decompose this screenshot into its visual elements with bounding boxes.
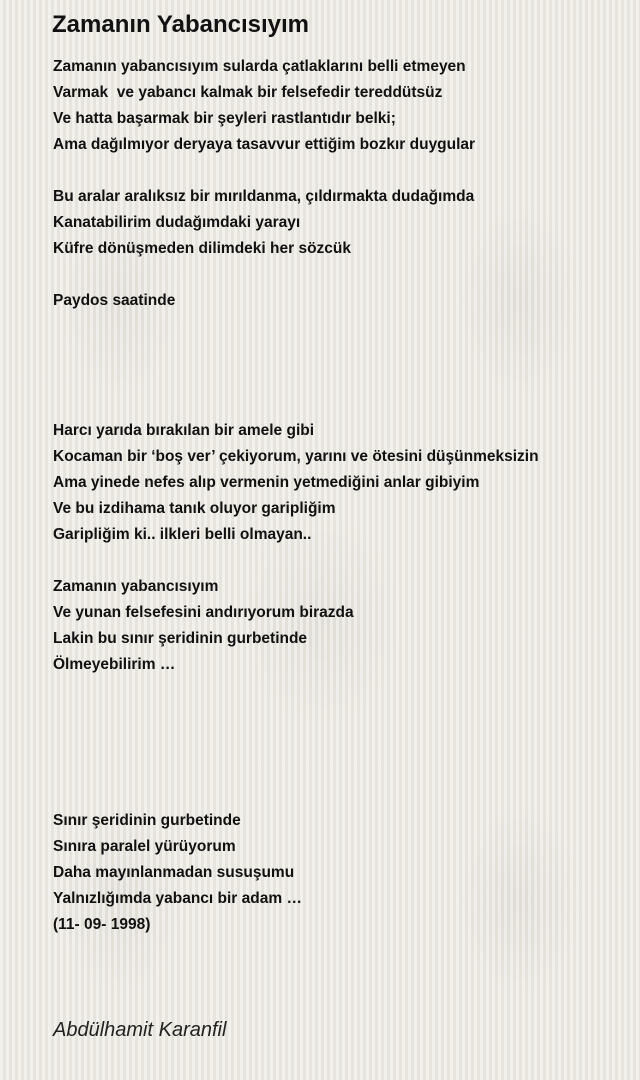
poem-line: Harcı yarıda bırakılan bir amele gibi [53, 422, 315, 439]
poem-line: Zamanın yabancısıyım sularda çatlaklarını belli etmeyen [53, 58, 466, 75]
poem-title: Zamanın Yabancısıyım [52, 11, 310, 38]
poem-line: Varmak ve yabancı kalmak bir felsefedir tereddütsüz [53, 84, 443, 101]
poem-line: Garipliğim ki.. ilkleri belli olmayan.. [53, 526, 312, 543]
stanza-break [53, 262, 633, 288]
poem-line: Bu aralar aralıksız bir mırıldanma, çıldırmakta dudağımda [53, 188, 475, 205]
poem-line: Daha mayınlanmadan susuşumu [53, 864, 295, 881]
poem-line: Ve yunan felsefesini andırıyorum birazda [53, 604, 354, 621]
stanza-break [53, 314, 633, 340]
stanza-break [53, 782, 633, 808]
poem-line: Ama dağılmıyor deryaya tasavvur ettiğim bozkır duygular [53, 136, 476, 153]
stanza-break [53, 548, 633, 574]
poem-line: Yalnızlığımda yabancı bir adam … [53, 890, 302, 907]
stanza-break [53, 158, 633, 184]
stanza-break [53, 678, 633, 704]
poem-line: Paydos saatinde [53, 292, 176, 309]
poem-line: Kanatabilirim dudağımdaki yarayı [53, 214, 301, 231]
poem-body [53, 54, 633, 938]
stanza-break [53, 730, 633, 756]
poem-date: (11- 09- 1998) [53, 916, 151, 933]
poem-line: Küfre dönüşmeden dilimdeki her sözcük [53, 240, 352, 257]
stanza-break [53, 756, 633, 782]
poem-line: Sınır şeridinin gurbetinde [53, 812, 241, 829]
poem-line: Ve hatta başarmak bir şeyleri rastlantıdır belki; [53, 110, 396, 127]
poem-line: Kocaman bir ‘boş ver’ çekiyorum, yarını ve ötesini düşünmeksizin [53, 448, 539, 465]
stanza-break [53, 366, 633, 392]
stanza-break [53, 340, 633, 366]
poem-line: Zamanın yabancısıyım [53, 578, 219, 595]
poem-line: Lakin bu sınır şeridinin gurbetinde [53, 630, 308, 647]
stanza-break [53, 704, 633, 730]
stanza-break [53, 392, 633, 418]
poem-line: Sınıra paralel yürüyorum [53, 838, 236, 855]
poem-line: Ama yinede nefes alıp vermenin yetmediğini anlar gibiyim [53, 474, 480, 491]
author-signature: Abdülhamit Karanfil [53, 1019, 227, 1041]
poem-line: Ve bu izdihama tanık oluyor garipliğim [53, 500, 336, 517]
poem-line: Ölmeyebilirim … [53, 656, 176, 673]
